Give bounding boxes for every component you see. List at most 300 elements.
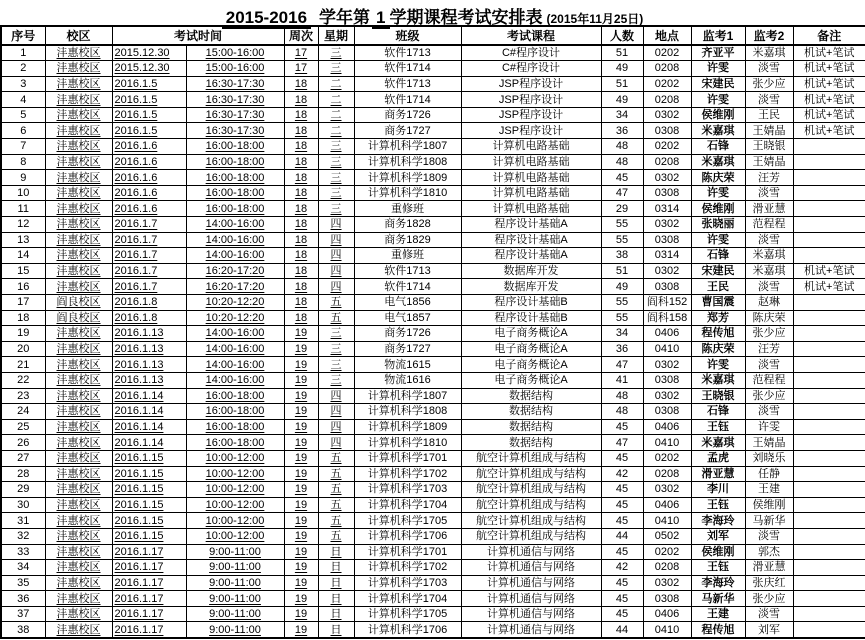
- note-cell: [793, 357, 865, 373]
- note-cell: [793, 388, 865, 404]
- date-cell: 2016.1.8: [112, 295, 186, 311]
- weekday-cell: 四: [318, 217, 354, 233]
- count-cell: 45: [601, 606, 643, 622]
- note-cell: [793, 154, 865, 170]
- week-cell: 18: [284, 154, 318, 170]
- note-cell: [793, 139, 865, 155]
- campus-cell: 沣惠校区: [45, 497, 112, 513]
- count-cell: 36: [601, 341, 643, 357]
- serial-cell: 36: [1, 591, 45, 607]
- weekday-cell: 四: [318, 232, 354, 248]
- date-cell: 2016.1.6: [112, 201, 186, 217]
- room-cell: 阎科158: [643, 310, 691, 326]
- proctor2-cell: 汪芳: [745, 341, 793, 357]
- campus-cell: 沣惠校区: [45, 170, 112, 186]
- weekday-cell: 五: [318, 295, 354, 311]
- campus-cell: 沣惠校区: [45, 185, 112, 201]
- week-cell: 19: [284, 622, 318, 638]
- room-cell: 0302: [643, 170, 691, 186]
- note-cell: [793, 326, 865, 342]
- count-cell: 55: [601, 295, 643, 311]
- proctor2-cell: 张少应: [745, 326, 793, 342]
- table-row: [1, 544, 865, 560]
- serial-cell: 20: [1, 341, 45, 357]
- table-row: [1, 295, 865, 311]
- class-cell: 物流1615: [354, 357, 461, 373]
- proctor1-cell: 米嘉琪: [691, 123, 745, 139]
- campus-cell: 阎良校区: [45, 310, 112, 326]
- date-cell: 2016.1.6: [112, 170, 186, 186]
- campus-cell: 沣惠校区: [45, 513, 112, 529]
- title-date-note: (2015年11月25日): [546, 12, 644, 26]
- course-cell: 航空计算机组成与结构: [461, 497, 601, 513]
- proctor1-cell: 马新华: [691, 591, 745, 607]
- weekday-cell: 日: [318, 622, 354, 638]
- proctor2-cell: 米嘉琪: [745, 248, 793, 264]
- course-cell: 计算机通信与网络: [461, 575, 601, 591]
- weekday-cell: 二: [318, 107, 354, 123]
- proctor1-cell: 张晓丽: [691, 217, 745, 233]
- weekday-cell: 三: [318, 372, 354, 388]
- class-cell: 重修班: [354, 201, 461, 217]
- serial-cell: 21: [1, 357, 45, 373]
- campus-cell: 沣惠校区: [45, 279, 112, 295]
- note-cell: [793, 622, 865, 638]
- table-row: [1, 606, 865, 622]
- time-cell: 14:00-16:00: [186, 341, 284, 357]
- date-cell: 2016.1.6: [112, 185, 186, 201]
- week-cell: 19: [284, 419, 318, 435]
- proctor2-cell: 王晓银: [745, 139, 793, 155]
- time-cell: 9:00-11:00: [186, 606, 284, 622]
- table-row: [1, 622, 865, 638]
- room-cell: 0202: [643, 450, 691, 466]
- course-cell: 数据结构: [461, 419, 601, 435]
- proctor1-cell: 侯维刚: [691, 544, 745, 560]
- page-title: [0, 0, 865, 25]
- class-cell: 重修班: [354, 248, 461, 264]
- weekday-cell: 五: [318, 466, 354, 482]
- room-cell: 0302: [643, 388, 691, 404]
- time-cell: 10:20-12:20: [186, 295, 284, 311]
- serial-cell: 27: [1, 450, 45, 466]
- proctor1-cell: 刘军: [691, 528, 745, 544]
- week-cell: 18: [284, 248, 318, 264]
- course-cell: 数据库开发: [461, 263, 601, 279]
- note-cell: [793, 170, 865, 186]
- class-cell: 计算机科学1808: [354, 154, 461, 170]
- weekday-cell: 日: [318, 606, 354, 622]
- course-cell: 数据结构: [461, 404, 601, 420]
- weekday-cell: 日: [318, 560, 354, 576]
- course-cell: 程序设计基础A: [461, 232, 601, 248]
- time-cell: 14:00-16:00: [186, 372, 284, 388]
- course-cell: 航空计算机组成与结构: [461, 482, 601, 498]
- room-cell: 0406: [643, 606, 691, 622]
- table-row: [1, 513, 865, 529]
- weekday-cell: 三: [318, 326, 354, 342]
- header-no: 序号: [1, 26, 45, 45]
- count-cell: 45: [601, 575, 643, 591]
- class-cell: 计算机科学1807: [354, 388, 461, 404]
- note-cell: [793, 482, 865, 498]
- week-cell: 19: [284, 326, 318, 342]
- note-cell: [793, 248, 865, 264]
- proctor1-cell: 许雯: [691, 92, 745, 108]
- serial-cell: 2: [1, 61, 45, 77]
- table-row: [1, 482, 865, 498]
- title-term-number: 1: [372, 9, 389, 29]
- weekday-cell: 三: [318, 201, 354, 217]
- table-row: [1, 326, 865, 342]
- serial-cell: 34: [1, 560, 45, 576]
- table-row: [1, 341, 865, 357]
- course-cell: 计算机通信与网络: [461, 544, 601, 560]
- room-cell: 0302: [643, 575, 691, 591]
- table-row: [1, 170, 865, 186]
- count-cell: 45: [601, 419, 643, 435]
- serial-cell: 16: [1, 279, 45, 295]
- class-cell: 软件1713: [354, 45, 461, 61]
- proctor1-cell: 石锋: [691, 139, 745, 155]
- class-cell: 计算机科学1702: [354, 466, 461, 482]
- table-row: [1, 435, 865, 451]
- campus-cell: 沣惠校区: [45, 528, 112, 544]
- note-cell: [793, 419, 865, 435]
- title-part2: 学期课程考试安排表: [389, 8, 543, 27]
- date-cell: 2016.1.5: [112, 76, 186, 92]
- campus-cell: 沣惠校区: [45, 560, 112, 576]
- time-cell: 9:00-11:00: [186, 575, 284, 591]
- room-cell: 阎科152: [643, 295, 691, 311]
- week-cell: 19: [284, 513, 318, 529]
- note-cell: 机试+笔试: [793, 61, 865, 77]
- week-cell: 18: [284, 170, 318, 186]
- proctor1-cell: 王钰: [691, 560, 745, 576]
- time-cell: 9:00-11:00: [186, 560, 284, 576]
- date-cell: 2016.1.7: [112, 279, 186, 295]
- header-class: 班级: [354, 26, 461, 45]
- note-cell: [793, 217, 865, 233]
- table-row: [1, 139, 865, 155]
- weekday-cell: 二: [318, 123, 354, 139]
- course-cell: C#程序设计: [461, 45, 601, 61]
- proctor1-cell: 李川: [691, 482, 745, 498]
- course-cell: 计算机电路基础: [461, 154, 601, 170]
- proctor2-cell: 张少应: [745, 591, 793, 607]
- weekday-cell: 五: [318, 482, 354, 498]
- room-cell: 0202: [643, 45, 691, 61]
- campus-cell: 沣惠校区: [45, 450, 112, 466]
- count-cell: 49: [601, 92, 643, 108]
- count-cell: 51: [601, 76, 643, 92]
- serial-cell: 1: [1, 45, 45, 61]
- room-cell: 0208: [643, 466, 691, 482]
- note-cell: 机试+笔试: [793, 279, 865, 295]
- table-row: [1, 232, 865, 248]
- weekday-cell: 三: [318, 154, 354, 170]
- table-row: [1, 263, 865, 279]
- count-cell: 51: [601, 45, 643, 61]
- time-cell: 16:30-17:30: [186, 92, 284, 108]
- class-cell: 计算机科学1810: [354, 435, 461, 451]
- weekday-cell: 五: [318, 450, 354, 466]
- course-cell: 计算机电路基础: [461, 170, 601, 186]
- room-cell: 0202: [643, 544, 691, 560]
- class-cell: 计算机科学1706: [354, 528, 461, 544]
- count-cell: 49: [601, 279, 643, 295]
- week-cell: 19: [284, 544, 318, 560]
- note-cell: [793, 404, 865, 420]
- campus-cell: 沣惠校区: [45, 61, 112, 77]
- time-cell: 10:00-12:00: [186, 466, 284, 482]
- date-cell: 2016.1.7: [112, 232, 186, 248]
- proctor2-cell: 王婧晶: [745, 435, 793, 451]
- course-cell: 程序设计基础B: [461, 310, 601, 326]
- room-cell: 0308: [643, 279, 691, 295]
- week-cell: 19: [284, 497, 318, 513]
- room-cell: 0308: [643, 404, 691, 420]
- title-year-range: 2015-2016: [222, 9, 311, 29]
- room-cell: 0502: [643, 528, 691, 544]
- note-cell: 机试+笔试: [793, 107, 865, 123]
- room-cell: 0208: [643, 92, 691, 108]
- class-cell: 商务1828: [354, 217, 461, 233]
- date-cell: 2016.1.13: [112, 357, 186, 373]
- note-cell: [793, 450, 865, 466]
- table-row: [1, 279, 865, 295]
- serial-cell: 15: [1, 263, 45, 279]
- weekday-cell: 五: [318, 513, 354, 529]
- table-row: [1, 217, 865, 233]
- date-cell: 2016.1.14: [112, 435, 186, 451]
- campus-cell: 沣惠校区: [45, 372, 112, 388]
- proctor2-cell: 淡雪: [745, 61, 793, 77]
- campus-cell: 沣惠校区: [45, 139, 112, 155]
- weekday-cell: 三: [318, 185, 354, 201]
- class-cell: 计算机科学1703: [354, 575, 461, 591]
- count-cell: 41: [601, 372, 643, 388]
- header-note: 备注: [793, 26, 865, 45]
- table-row: [1, 591, 865, 607]
- table-row: [1, 419, 865, 435]
- time-cell: 16:00-18:00: [186, 435, 284, 451]
- count-cell: 34: [601, 326, 643, 342]
- date-cell: 2016.1.17: [112, 560, 186, 576]
- class-cell: 软件1714: [354, 92, 461, 108]
- time-cell: 10:20-12:20: [186, 310, 284, 326]
- week-cell: 19: [284, 357, 318, 373]
- serial-cell: 13: [1, 232, 45, 248]
- time-cell: 14:00-16:00: [186, 248, 284, 264]
- count-cell: 45: [601, 450, 643, 466]
- proctor2-cell: 淡雪: [745, 185, 793, 201]
- serial-cell: 18: [1, 310, 45, 326]
- date-cell: 2016.1.5: [112, 92, 186, 108]
- note-cell: 机试+笔试: [793, 263, 865, 279]
- serial-cell: 30: [1, 497, 45, 513]
- campus-cell: 沣惠校区: [45, 92, 112, 108]
- course-cell: 电子商务概论A: [461, 341, 601, 357]
- time-cell: 10:00-12:00: [186, 528, 284, 544]
- proctor2-cell: 张少应: [745, 388, 793, 404]
- date-cell: 2016.1.13: [112, 341, 186, 357]
- count-cell: 55: [601, 232, 643, 248]
- note-cell: [793, 575, 865, 591]
- count-cell: 45: [601, 513, 643, 529]
- note-cell: [793, 295, 865, 311]
- room-cell: 0410: [643, 513, 691, 529]
- campus-cell: 沣惠校区: [45, 201, 112, 217]
- class-cell: 计算机科学1702: [354, 560, 461, 576]
- week-cell: 17: [284, 61, 318, 77]
- note-cell: [793, 497, 865, 513]
- course-cell: 数据结构: [461, 435, 601, 451]
- proctor1-cell: 滑亚慧: [691, 466, 745, 482]
- note-cell: [793, 341, 865, 357]
- time-cell: 10:00-12:00: [186, 497, 284, 513]
- campus-cell: 沣惠校区: [45, 388, 112, 404]
- campus-cell: 沣惠校区: [45, 575, 112, 591]
- course-cell: 计算机电路基础: [461, 139, 601, 155]
- date-cell: 2016.1.14: [112, 419, 186, 435]
- class-cell: 计算机科学1810: [354, 185, 461, 201]
- count-cell: 47: [601, 435, 643, 451]
- time-cell: 16:30-17:30: [186, 76, 284, 92]
- proctor1-cell: 石锋: [691, 404, 745, 420]
- room-cell: 0208: [643, 560, 691, 576]
- proctor2-cell: 米嘉琪: [745, 263, 793, 279]
- count-cell: 45: [601, 497, 643, 513]
- time-cell: 15:00-16:00: [186, 45, 284, 61]
- table-row: [1, 154, 865, 170]
- class-cell: 软件1714: [354, 61, 461, 77]
- serial-cell: 5: [1, 107, 45, 123]
- week-cell: 19: [284, 388, 318, 404]
- campus-cell: 沣惠校区: [45, 248, 112, 264]
- class-cell: 计算机科学1809: [354, 170, 461, 186]
- room-cell: 0308: [643, 123, 691, 139]
- note-cell: [793, 435, 865, 451]
- weekday-cell: 四: [318, 388, 354, 404]
- date-cell: 2016.1.15: [112, 528, 186, 544]
- table-row: [1, 123, 865, 139]
- campus-cell: 沣惠校区: [45, 544, 112, 560]
- date-cell: 2016.1.5: [112, 123, 186, 139]
- proctor2-cell: 滑亚慧: [745, 201, 793, 217]
- count-cell: 45: [601, 544, 643, 560]
- class-cell: 计算机科学1706: [354, 622, 461, 638]
- proctor1-cell: 侯维刚: [691, 107, 745, 123]
- date-cell: 2016.1.17: [112, 606, 186, 622]
- count-cell: 55: [601, 217, 643, 233]
- week-cell: 18: [284, 92, 318, 108]
- proctor1-cell: 许雯: [691, 357, 745, 373]
- room-cell: 0314: [643, 248, 691, 264]
- course-cell: JSP程序设计: [461, 123, 601, 139]
- note-cell: [793, 591, 865, 607]
- table-row: [1, 357, 865, 373]
- header-proctor1: 监考1: [691, 26, 745, 45]
- campus-cell: 沣惠校区: [45, 622, 112, 638]
- time-cell: 16:00-18:00: [186, 139, 284, 155]
- campus-cell: 沣惠校区: [45, 107, 112, 123]
- room-cell: 0302: [643, 357, 691, 373]
- course-cell: 航空计算机组成与结构: [461, 450, 601, 466]
- note-cell: [793, 466, 865, 482]
- proctor1-cell: 王钰: [691, 419, 745, 435]
- proctor2-cell: 张少应: [745, 76, 793, 92]
- table-row: [1, 404, 865, 420]
- header-location: 地点: [643, 26, 691, 45]
- campus-cell: 沣惠校区: [45, 341, 112, 357]
- note-cell: [793, 201, 865, 217]
- proctor1-cell: 宋建民: [691, 76, 745, 92]
- proctor2-cell: 淡雪: [745, 404, 793, 420]
- time-cell: 9:00-11:00: [186, 622, 284, 638]
- proctor2-cell: 刘晓乐: [745, 450, 793, 466]
- course-cell: 电子商务概论A: [461, 372, 601, 388]
- table-row: [1, 528, 865, 544]
- proctor2-cell: 滑亚慧: [745, 560, 793, 576]
- class-cell: 计算机科学1807: [354, 139, 461, 155]
- course-cell: 电子商务概论A: [461, 326, 601, 342]
- weekday-cell: 三: [318, 61, 354, 77]
- table-row: [1, 497, 865, 513]
- room-cell: 0410: [643, 435, 691, 451]
- count-cell: 42: [601, 466, 643, 482]
- room-cell: 0308: [643, 372, 691, 388]
- class-cell: 计算机科学1704: [354, 497, 461, 513]
- course-cell: 电子商务概论A: [461, 357, 601, 373]
- campus-cell: 沣惠校区: [45, 217, 112, 233]
- table-row: [1, 61, 865, 77]
- class-cell: 电气1856: [354, 295, 461, 311]
- time-cell: 14:00-16:00: [186, 232, 284, 248]
- date-cell: 2016.1.6: [112, 139, 186, 155]
- course-cell: 程序设计基础A: [461, 217, 601, 233]
- time-cell: 15:00-16:00: [186, 61, 284, 77]
- room-cell: 0208: [643, 154, 691, 170]
- proctor1-cell: 曹国震: [691, 295, 745, 311]
- course-cell: JSP程序设计: [461, 92, 601, 108]
- campus-cell: 沣惠校区: [45, 482, 112, 498]
- weekday-cell: 三: [318, 357, 354, 373]
- campus-cell: 沣惠校区: [45, 357, 112, 373]
- class-cell: 软件1713: [354, 76, 461, 92]
- proctor1-cell: 孟虎: [691, 450, 745, 466]
- proctor1-cell: 程传旭: [691, 326, 745, 342]
- week-cell: 18: [284, 139, 318, 155]
- campus-cell: 沣惠校区: [45, 154, 112, 170]
- class-cell: 计算机科学1705: [354, 606, 461, 622]
- proctor1-cell: 李海玲: [691, 513, 745, 529]
- proctor1-cell: 王民: [691, 279, 745, 295]
- time-cell: 16:00-18:00: [186, 201, 284, 217]
- room-cell: 0406: [643, 497, 691, 513]
- note-cell: 机试+笔试: [793, 45, 865, 61]
- serial-cell: 9: [1, 170, 45, 186]
- class-cell: 计算机科学1809: [354, 419, 461, 435]
- week-cell: 18: [284, 263, 318, 279]
- date-cell: 2016.1.6: [112, 154, 186, 170]
- proctor2-cell: 赵琳: [745, 295, 793, 311]
- weekday-cell: 四: [318, 404, 354, 420]
- campus-cell: 阎良校区: [45, 295, 112, 311]
- proctor1-cell: 王建: [691, 606, 745, 622]
- class-cell: 计算机科学1703: [354, 482, 461, 498]
- weekday-cell: 四: [318, 279, 354, 295]
